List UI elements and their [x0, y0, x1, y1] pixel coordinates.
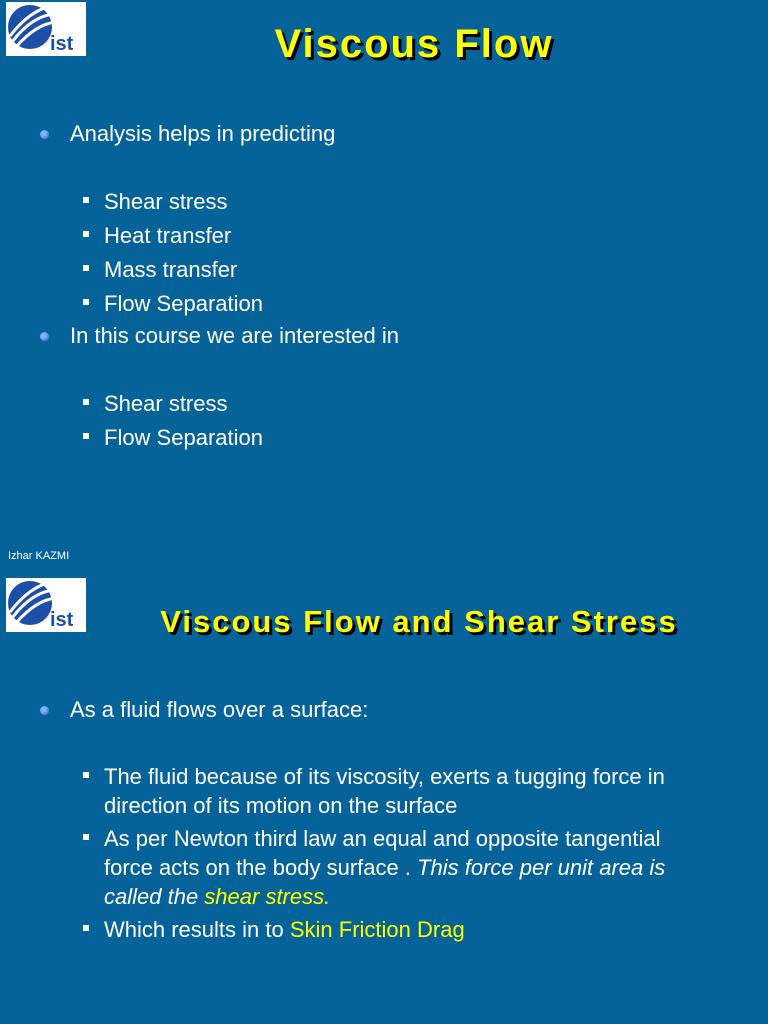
sub-item-flow-separation-2: Flow Separation: [104, 423, 724, 452]
shear-stress-highlight: shear stress.: [204, 884, 331, 909]
sub-item-skin-friction: [104, 915, 724, 944]
bullet-fluid-flows: As a fluid flows over a surface:: [70, 697, 369, 722]
bullet-course-interest: In this course we are interested in: [70, 323, 399, 348]
skin-friction-prefix: Which results in to: [104, 917, 290, 942]
bullet-analysis: Analysis helps in predicting: [70, 121, 336, 146]
sub-item-tugging-force: [104, 762, 724, 820]
slide-1-title: Viscous Flow: [274, 22, 554, 66]
logo-text: ist: [50, 33, 74, 55]
tugging-line-1: The fluid because of its viscosity, exerts a tugging force in: [104, 764, 665, 789]
author-footer: Izhar KAZMI: [8, 550, 70, 562]
tugging-line-2: direction of its motion on the surface: [104, 793, 458, 818]
skin-friction-highlight: Skin Friction Drag: [289, 917, 465, 942]
sub-item-heat-transfer: Heat transfer: [104, 221, 724, 250]
logo-text-2: ist: [50, 609, 74, 631]
newton-line-1: As per Newton third law an equal and opposite tangential: [104, 826, 661, 851]
sub-item-shear-stress: Shear stress: [104, 187, 724, 216]
sub-item-newton-law: [104, 824, 724, 911]
slide-2-title: Viscous Flow and Shear Stress: [160, 604, 678, 639]
sub-item-mass-transfer: Mass transfer: [104, 255, 724, 284]
newton-line-2a: force acts on the body surface .: [104, 855, 418, 880]
newton-line-3a: called the: [104, 884, 205, 909]
sub-item-shear-stress-2: Shear stress: [104, 389, 724, 418]
sub-item-flow-separation: Flow Separation: [104, 289, 724, 318]
newton-line-2b: This force per unit area is: [417, 855, 666, 880]
